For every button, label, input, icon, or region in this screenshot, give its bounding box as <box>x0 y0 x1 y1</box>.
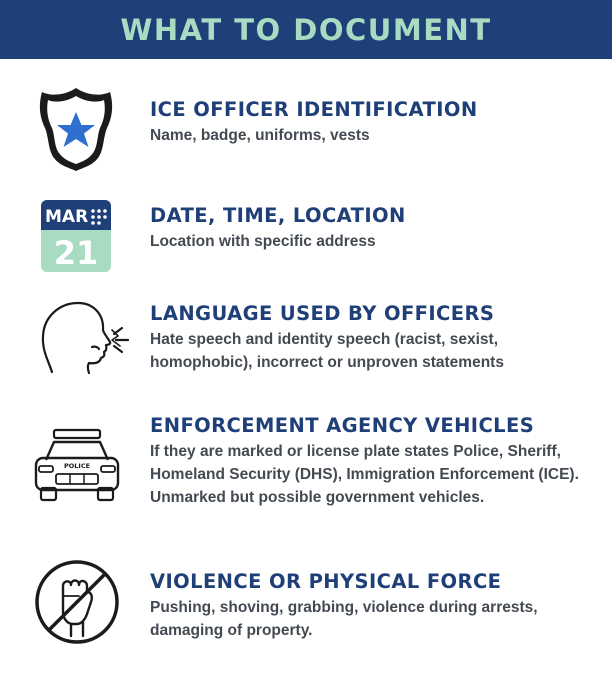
calendar-month: MAR <box>45 207 89 227</box>
no-violence-icon <box>33 558 121 651</box>
item-title: VIOLENCE OR PHYSICAL FORCE <box>150 570 502 593</box>
calendar-day: 21 <box>53 234 99 272</box>
item-title: ENFORCEMENT AGENCY VEHICLES <box>150 414 535 437</box>
speaking-head-icon <box>40 300 132 381</box>
page-title: WHAT TO DOCUMENT <box>120 12 492 47</box>
item-description: Hate speech and identity speech (racist, sexist, homophobic), incorrect or unproven statements <box>150 331 504 371</box>
police-label: POLICE <box>63 462 91 470</box>
item-description: Location with specific address <box>150 233 376 250</box>
calendar-icon <box>41 200 111 277</box>
item-description: Name, badge, uniforms, vests <box>150 127 370 144</box>
item-title: DATE, TIME, LOCATION <box>150 204 406 227</box>
header-banner <box>0 0 612 59</box>
item-description: Pushing, shoving, grabbing, violence during arrests, damaging of property. <box>150 599 538 639</box>
item-title: ICE OFFICER IDENTIFICATION <box>150 98 478 121</box>
item-title: LANGUAGE USED BY OFFICERS <box>150 302 495 325</box>
police-car-icon <box>32 428 122 509</box>
item-description: If they are marked or license plate states Police, Sheriff, Homeland Security (DHS), Immigration Enforcement (ICE). Unmarked but possible government vehicles. <box>150 443 579 506</box>
police-badge-icon <box>36 84 116 177</box>
